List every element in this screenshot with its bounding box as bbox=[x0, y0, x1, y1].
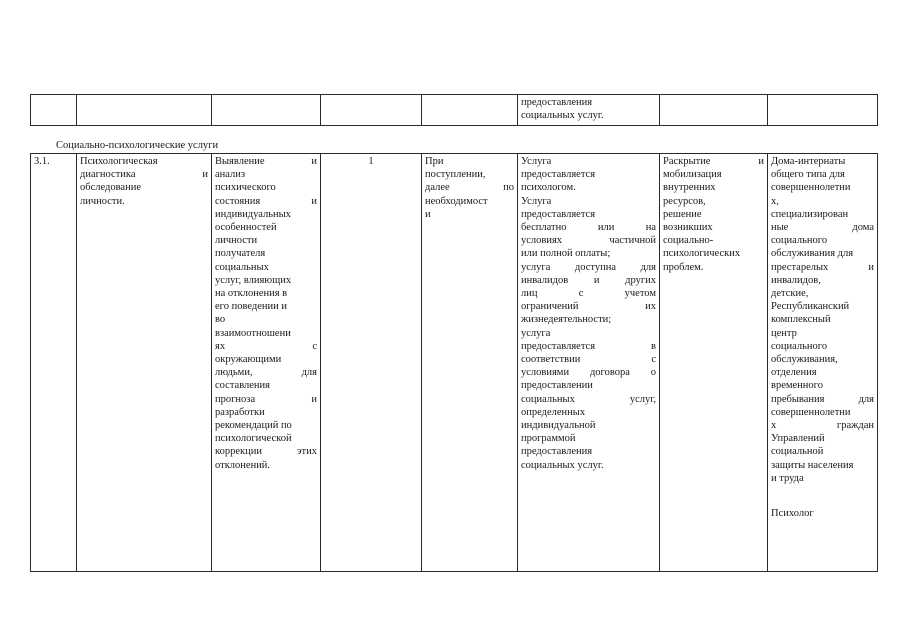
text-line: личности. bbox=[80, 195, 125, 207]
text-line: Услуга bbox=[521, 195, 552, 207]
continuation-table bbox=[30, 94, 878, 126]
text-line: обслуживания, bbox=[771, 354, 838, 366]
text-line: Дома-интернаты bbox=[771, 156, 846, 167]
text-line: необходимост bbox=[425, 195, 488, 207]
text-line: окружающими bbox=[215, 354, 282, 366]
text-line: определенных bbox=[521, 406, 586, 418]
text-line: отклонений. bbox=[215, 459, 271, 471]
continuation-row bbox=[31, 95, 878, 126]
service-content-cell bbox=[212, 154, 321, 572]
text-line: мобилизация bbox=[663, 169, 722, 181]
specialist-label: Психолог bbox=[771, 508, 814, 520]
text-line: обследование bbox=[80, 182, 141, 194]
text-line: разработки bbox=[215, 406, 265, 418]
text-line: центр bbox=[771, 327, 797, 339]
text-line: или полной оплаты; bbox=[521, 248, 611, 260]
text-line: услуга доступна для bbox=[521, 261, 656, 273]
text-line: социально- bbox=[663, 235, 714, 247]
text-line: особенностей bbox=[215, 222, 277, 234]
text-line: предоставляется bbox=[521, 208, 596, 220]
text-line: далее по bbox=[425, 182, 514, 194]
text-line: престарелых и bbox=[771, 261, 874, 273]
text-line: и bbox=[425, 208, 431, 220]
text-line: инвалидов, bbox=[771, 274, 821, 286]
text-line: проблем. bbox=[663, 261, 704, 273]
text-line: Психологическая bbox=[80, 156, 158, 167]
text-line: и труда bbox=[771, 472, 804, 484]
text-line: диагностика и bbox=[80, 169, 208, 181]
text-line: условиях частичной bbox=[521, 235, 656, 247]
text-line: его поведении и bbox=[215, 301, 287, 313]
cell bbox=[31, 95, 77, 126]
cell bbox=[212, 95, 321, 126]
text-line: общего типа для bbox=[771, 169, 845, 181]
text-line: взаимоотношени bbox=[215, 327, 291, 339]
row-number: 3.1. bbox=[31, 154, 77, 572]
text-line: услуга bbox=[521, 327, 551, 339]
text-line: ограничений их bbox=[521, 301, 656, 313]
conditions-continuation-cell bbox=[518, 95, 660, 126]
text-line: х граждан bbox=[771, 420, 874, 432]
text-line: психологических bbox=[663, 248, 741, 260]
text-line: решение bbox=[663, 208, 702, 220]
text-line: Услуга bbox=[521, 156, 552, 167]
text-line: программой bbox=[521, 433, 576, 445]
cell bbox=[422, 95, 518, 126]
text-line: психологом. bbox=[521, 182, 576, 194]
text-line: психологической bbox=[215, 433, 292, 445]
text-line: получателя bbox=[215, 248, 266, 260]
section-heading: Социально-психологические услуги bbox=[56, 140, 219, 151]
text-line: детские, bbox=[771, 288, 809, 300]
text-line: совершеннолетни bbox=[771, 406, 851, 418]
text-line: социального bbox=[771, 340, 828, 352]
text-line: Республиканский bbox=[771, 301, 850, 313]
text-line: социальных услуг. bbox=[521, 110, 604, 122]
cell bbox=[660, 95, 768, 126]
text-line: ные дома bbox=[771, 222, 874, 234]
text-line: ресурсов, bbox=[663, 195, 706, 207]
text-line: предоставления bbox=[521, 97, 593, 108]
text-line: При bbox=[425, 156, 444, 167]
text-line: услуг, влияющих bbox=[215, 274, 292, 286]
text-line: предоставления bbox=[521, 446, 593, 458]
text-line: коррекции этих bbox=[215, 446, 317, 458]
text-line: пребывания для bbox=[771, 393, 874, 405]
text-line: поступлении, bbox=[425, 169, 486, 181]
text-line: предоставляется bbox=[521, 169, 596, 181]
text-line: Раскрытие и bbox=[663, 156, 764, 167]
text-line: бесплатно или на bbox=[521, 222, 656, 234]
text-line: возникших bbox=[663, 222, 713, 234]
text-line: обслуживания для bbox=[771, 248, 854, 260]
text-line: на отклонения в bbox=[215, 288, 288, 300]
text-line: условиями договора о bbox=[521, 367, 656, 379]
text-line: ях с bbox=[215, 340, 317, 352]
volume-cell: 1 bbox=[321, 154, 422, 572]
text-line: специализирован bbox=[771, 208, 849, 220]
text-line: х, bbox=[771, 195, 779, 207]
text-line: внутренних bbox=[663, 182, 716, 194]
text-line: во bbox=[215, 314, 226, 326]
cell bbox=[768, 95, 878, 126]
text-line: предоставлении bbox=[521, 380, 593, 392]
cell bbox=[321, 95, 422, 126]
cell bbox=[77, 95, 212, 126]
service-name-cell bbox=[77, 154, 212, 572]
service-table bbox=[30, 153, 878, 572]
text-line: анализ bbox=[215, 169, 246, 181]
text-line: социального bbox=[771, 235, 828, 247]
text-line: Управлений bbox=[771, 433, 825, 445]
text-line: временного bbox=[771, 380, 823, 392]
text-line: социальных bbox=[215, 261, 269, 273]
text-line: людьми, для bbox=[215, 367, 317, 379]
text-line: жизнедеятельности; bbox=[521, 314, 612, 326]
result-cell bbox=[660, 154, 768, 572]
blank-space bbox=[771, 485, 874, 507]
provider-cell bbox=[768, 154, 878, 572]
text-line: состояния и bbox=[215, 195, 317, 207]
text-line: отделения bbox=[771, 367, 817, 379]
text-line: личности bbox=[215, 235, 258, 247]
text-line: защиты населения bbox=[771, 459, 854, 471]
text-line: индивидуальной bbox=[521, 420, 596, 432]
text-line: социальной bbox=[771, 446, 824, 458]
text-line: совершеннолетни bbox=[771, 182, 851, 194]
text-line: прогноза и bbox=[215, 393, 317, 405]
frequency-cell bbox=[422, 154, 518, 572]
text-line: психического bbox=[215, 182, 276, 194]
text-line: предоставляется в bbox=[521, 340, 656, 352]
text-line: составления bbox=[215, 380, 270, 392]
service-row bbox=[31, 154, 878, 572]
text-line: инвалидов и других bbox=[521, 274, 656, 286]
text-line: социальных услуг, bbox=[521, 393, 656, 405]
text-line: индивидуальных bbox=[215, 208, 291, 220]
text-line: социальных услуг. bbox=[521, 459, 604, 471]
text-line: лиц с учетом bbox=[521, 288, 656, 300]
text-line: комплексный bbox=[771, 314, 831, 326]
text-line: Выявление и bbox=[215, 156, 317, 167]
text-line: соответствии с bbox=[521, 354, 656, 366]
text-line: рекомендаций по bbox=[215, 420, 292, 432]
conditions-cell bbox=[518, 154, 660, 572]
